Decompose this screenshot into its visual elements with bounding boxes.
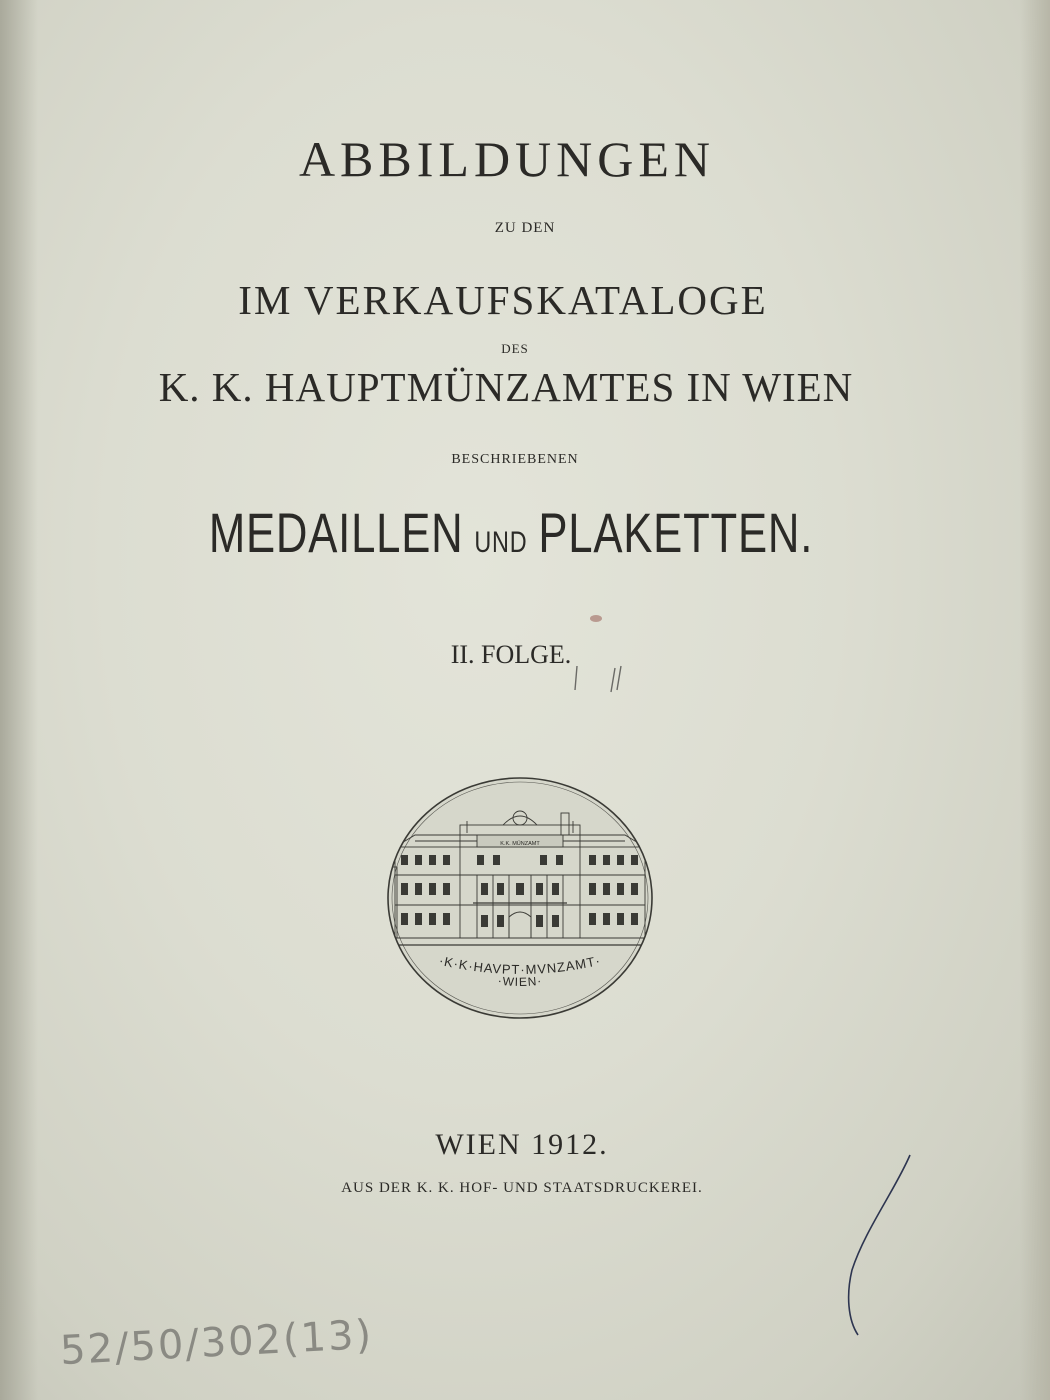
imprint-printer: AUS DER K. K. HOF- UND STAATSDRUCKEREI. — [341, 1180, 703, 1196]
paper-stain — [590, 615, 602, 622]
title-line-beschriebenen: BESCHRIEBENEN — [451, 452, 579, 467]
title-line-verkaufskataloge: IM VERKAUFSKATALOGE — [238, 277, 768, 323]
series-label: II. FOLGE. — [450, 640, 572, 669]
medal-inscription-line1: ·K·K·HAVPT·MVNZAMT· — [437, 952, 603, 978]
title-line-hauptmuenzamt: K. K. HAUPTMÜNZAMTES IN WIEN — [158, 364, 854, 410]
title-line-abbildungen: ABBILDUNGEN — [298, 131, 716, 187]
ink-tick-marks — [565, 660, 635, 700]
medal-inscription-line2: ·WIEN· — [497, 973, 543, 990]
main-title-plaketten: PLAKETTEN. — [538, 501, 814, 564]
mint-building-medal — [385, 775, 655, 1021]
pencil-shelfmark: 52/50/302(13) — [59, 1311, 375, 1375]
main-title-und: UND — [474, 526, 528, 559]
title-line-des: DES — [501, 341, 529, 356]
main-title — [102, 500, 921, 565]
building-sign: K.K. MÜNZAMT — [500, 841, 540, 847]
ink-pen-stroke — [840, 1150, 920, 1340]
imprint-place-year: WIEN 1912. — [435, 1128, 609, 1161]
title-line-zu-den: ZU DEN — [494, 220, 556, 236]
main-title-medaillen: MEDAILLEN — [208, 501, 464, 564]
